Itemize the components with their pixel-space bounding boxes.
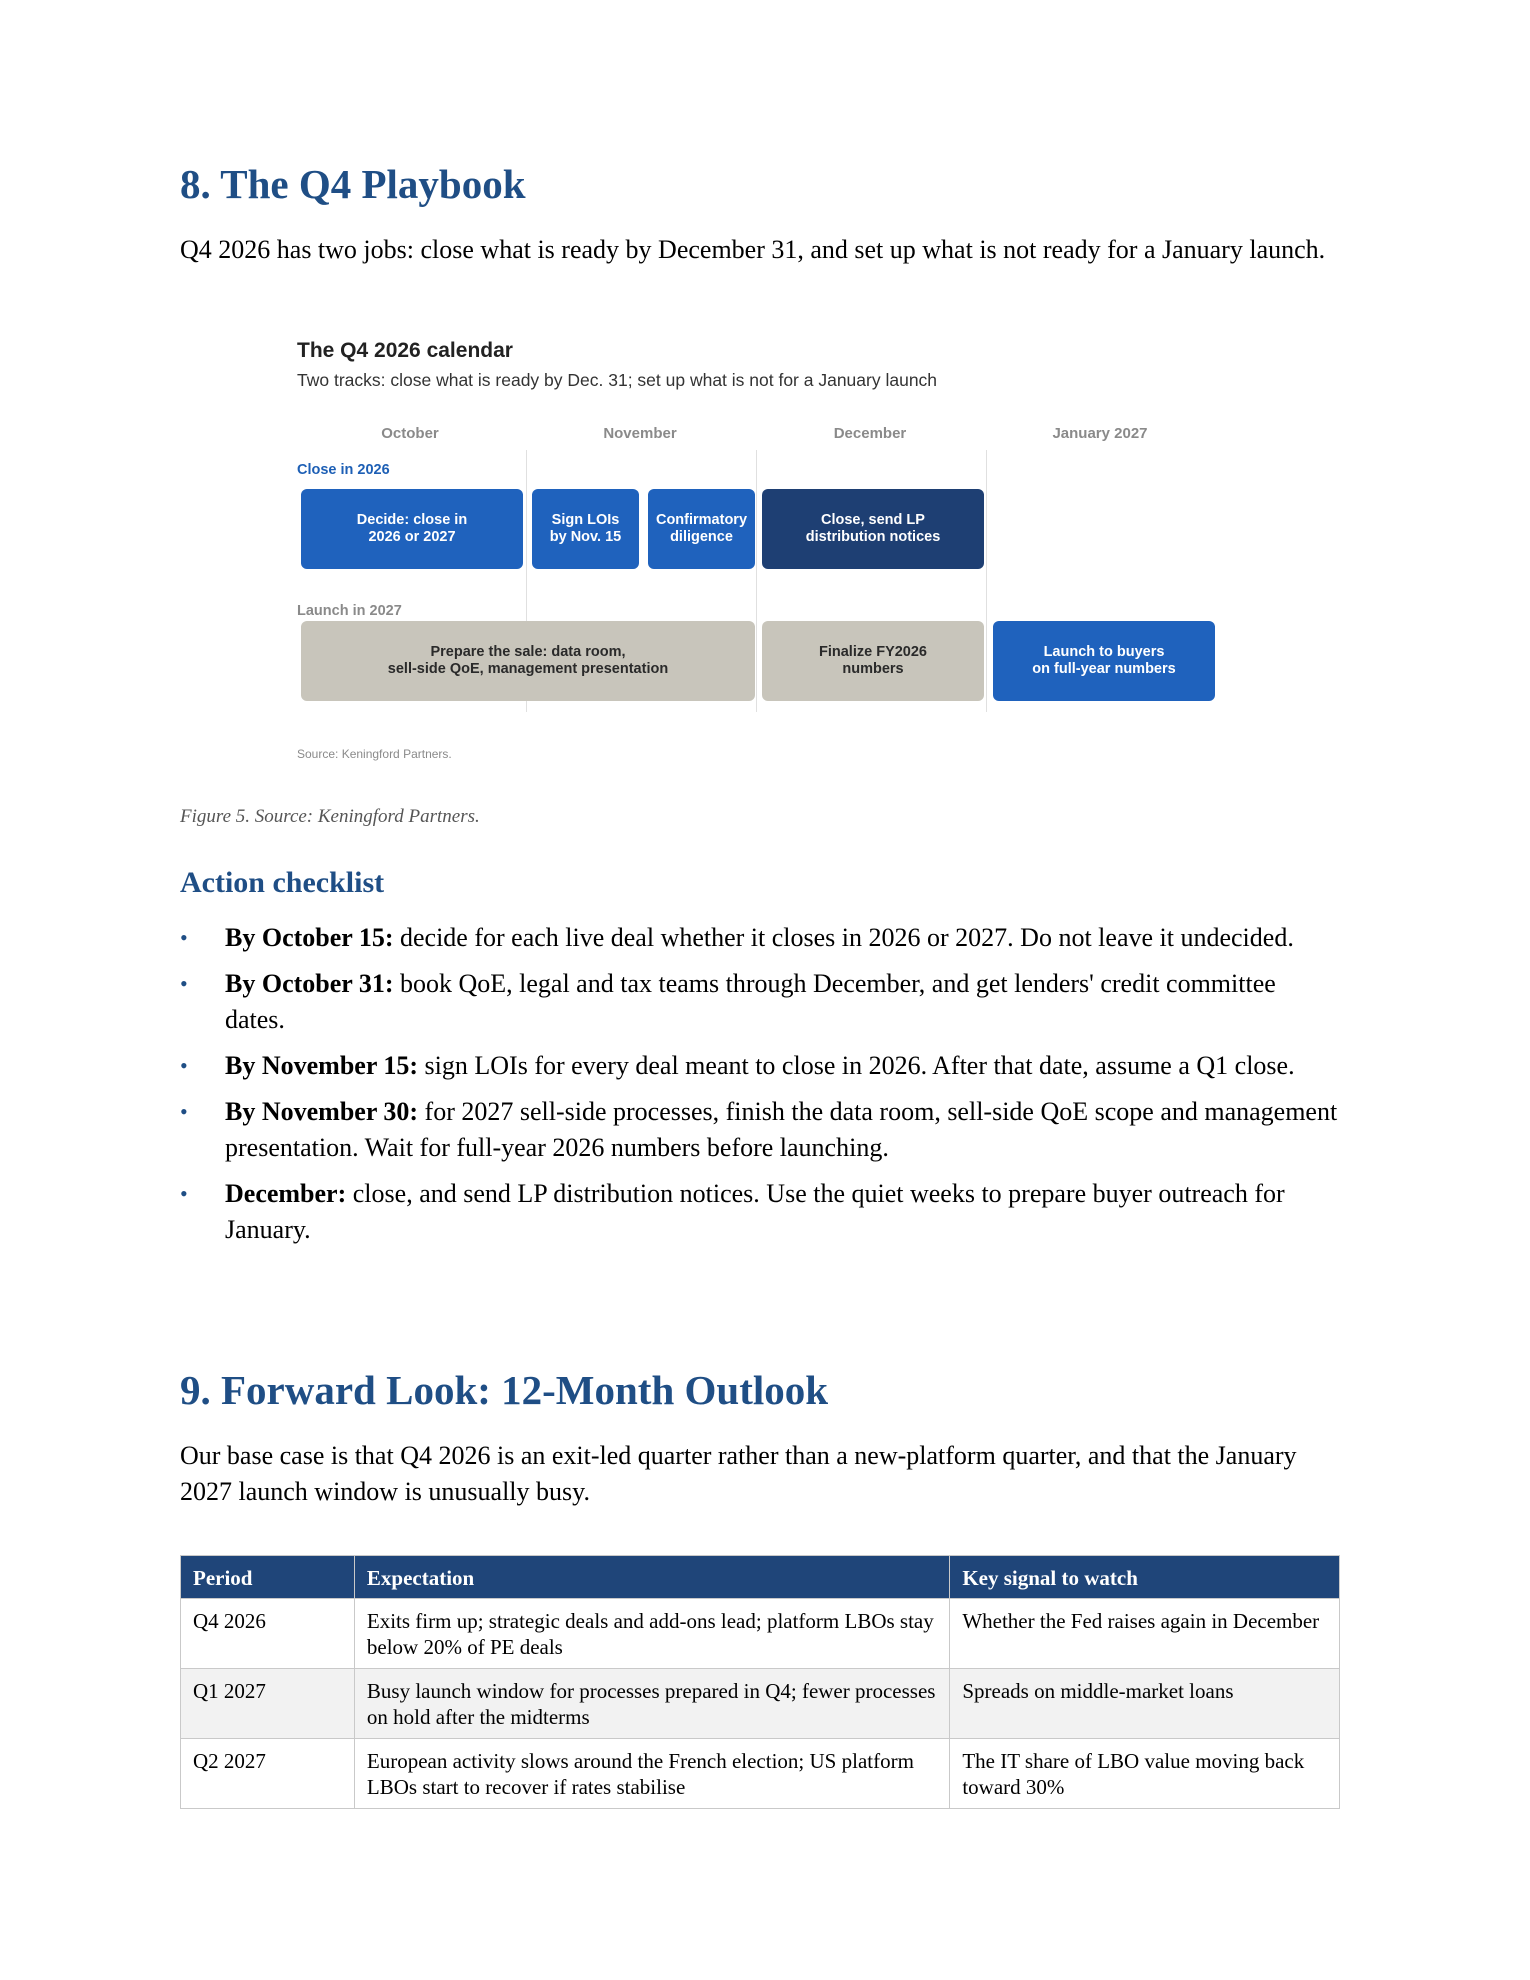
item-text: close, and send LP distribution notices. Use the quiet weeks to prepare buyer outreach for January. <box>225 1179 1285 1244</box>
month-label-november: November <box>603 425 677 442</box>
box-label: Finalize FY2026 numbers <box>819 644 927 677</box>
item-lead: By October 31: <box>225 969 394 998</box>
section-8-heading: 8. The Q4 Playbook <box>180 161 526 207</box>
table-row <box>181 1669 1340 1739</box>
box-finalize-fy2026 <box>762 621 984 701</box>
box-label: Confirmatory diligence <box>655 512 748 545</box>
item-lead: December: <box>225 1179 347 1208</box>
box-label: Launch to buyers on full-year numbers <box>1032 644 1176 677</box>
item-text: book QoE, legal and tax teams through December, and get lenders' credit committee dates. <box>225 969 1276 1034</box>
table-cell: Exits firm up; strategic deals and add-ons lead; platform LBOs stay below 20% of PE deals <box>354 1599 949 1669</box>
month-label-december: December <box>833 425 907 442</box>
figure-title: The Q4 2026 calendar <box>297 339 513 362</box>
item-lead: By October 15: <box>225 923 394 952</box>
item-lead: By November 15: <box>225 1051 419 1080</box>
month-divider <box>756 450 757 712</box>
section-8-intro: Q4 2026 has two jobs: close what is ready by December 31, and set up what is not ready for a January launch. <box>180 235 1326 264</box>
figure-source: Source: Keningford Partners. <box>297 747 452 761</box>
bullet-icon: • <box>180 1099 188 1124</box>
month-label-january: January 2027 <box>1052 425 1148 442</box>
table-cell: The IT share of LBO value moving back toward 30% <box>950 1739 1340 1809</box>
table-cell: Spreads on middle-market loans <box>950 1669 1340 1739</box>
list-item <box>180 1048 1340 1084</box>
action-checklist <box>180 920 1340 1258</box>
box-confirmatory-diligence <box>648 489 755 569</box>
item-lead: By November 30: <box>225 1097 419 1126</box>
table-cell: Whether the Fed raises again in December <box>950 1599 1340 1669</box>
track-label-launch: Launch in 2027 <box>297 603 402 619</box>
box-launch-to-buyers <box>993 621 1215 701</box>
column-header-period: Period <box>181 1556 355 1599</box>
item-text: for 2027 sell-side processes, finish the data room, sell-side QoE scope and management presentation. Wait for full-year 2026 numbers before launching. <box>225 1097 1338 1162</box>
table-cell: Q1 2027 <box>181 1669 355 1739</box>
section-9-heading: 9. Forward Look: 12-Month Outlook <box>180 1367 829 1413</box>
box-label: Prepare the sale: data room, sell-side QoE, management presentation <box>387 644 669 677</box>
box-decide-close-year <box>301 489 523 569</box>
table-row <box>181 1599 1340 1669</box>
month-label-october: October <box>381 425 439 442</box>
list-item <box>180 1094 1340 1166</box>
track-label-close: Close in 2026 <box>297 462 390 478</box>
bullet-icon: • <box>180 925 188 950</box>
list-item <box>180 1176 1340 1248</box>
bullet-icon: • <box>180 1181 188 1206</box>
column-header-key-signal: Key signal to watch <box>950 1556 1340 1599</box>
checklist-heading: Action checklist <box>180 866 385 899</box>
month-divider <box>986 450 987 712</box>
box-label: Close, send LP distribution notices <box>805 512 941 545</box>
table-row <box>181 1739 1340 1809</box>
table-cell: Q4 2026 <box>181 1599 355 1669</box>
box-close-lp-notices <box>762 489 984 569</box>
list-item <box>180 966 1340 1038</box>
bullet-icon: • <box>180 971 188 996</box>
box-label: Decide: close in 2026 or 2027 <box>356 512 468 545</box>
list-item <box>180 920 1340 956</box>
bullet-icon: • <box>180 1053 188 1078</box>
figure-subtitle: Two tracks: close what is ready by Dec. 31; set up what is not for a January launch <box>297 370 938 390</box>
box-sign-lois <box>532 489 639 569</box>
table-cell: Q2 2027 <box>181 1739 355 1809</box>
figure-caption: Figure 5. Source: Keningford Partners. <box>180 806 480 827</box>
box-label: Sign LOIs by Nov. 15 <box>549 512 622 545</box>
table-cell: European activity slows around the French election; US platform LBOs start to recover if rates stabilise <box>354 1739 949 1809</box>
table-cell: Busy launch window for processes prepared in Q4; fewer processes on hold after the midterms <box>354 1669 949 1739</box>
section-9-intro: Our base case is that Q4 2026 is an exit-led quarter rather than a new-platform quarter, and that the January 2027 launch window is unusually busy. <box>180 1441 1297 1506</box>
item-text: sign LOIs for every deal meant to close in 2026. After that date, assume a Q1 close. <box>418 1051 1295 1080</box>
q4-calendar-figure <box>295 335 1225 775</box>
item-text: decide for each live deal whether it closes in 2026 or 2027. Do not leave it undecided. <box>393 923 1294 952</box>
table-header-row <box>181 1556 1340 1599</box>
outlook-table <box>180 1555 1340 1809</box>
box-prepare-sale <box>301 621 755 701</box>
column-header-expectation: Expectation <box>354 1556 949 1599</box>
